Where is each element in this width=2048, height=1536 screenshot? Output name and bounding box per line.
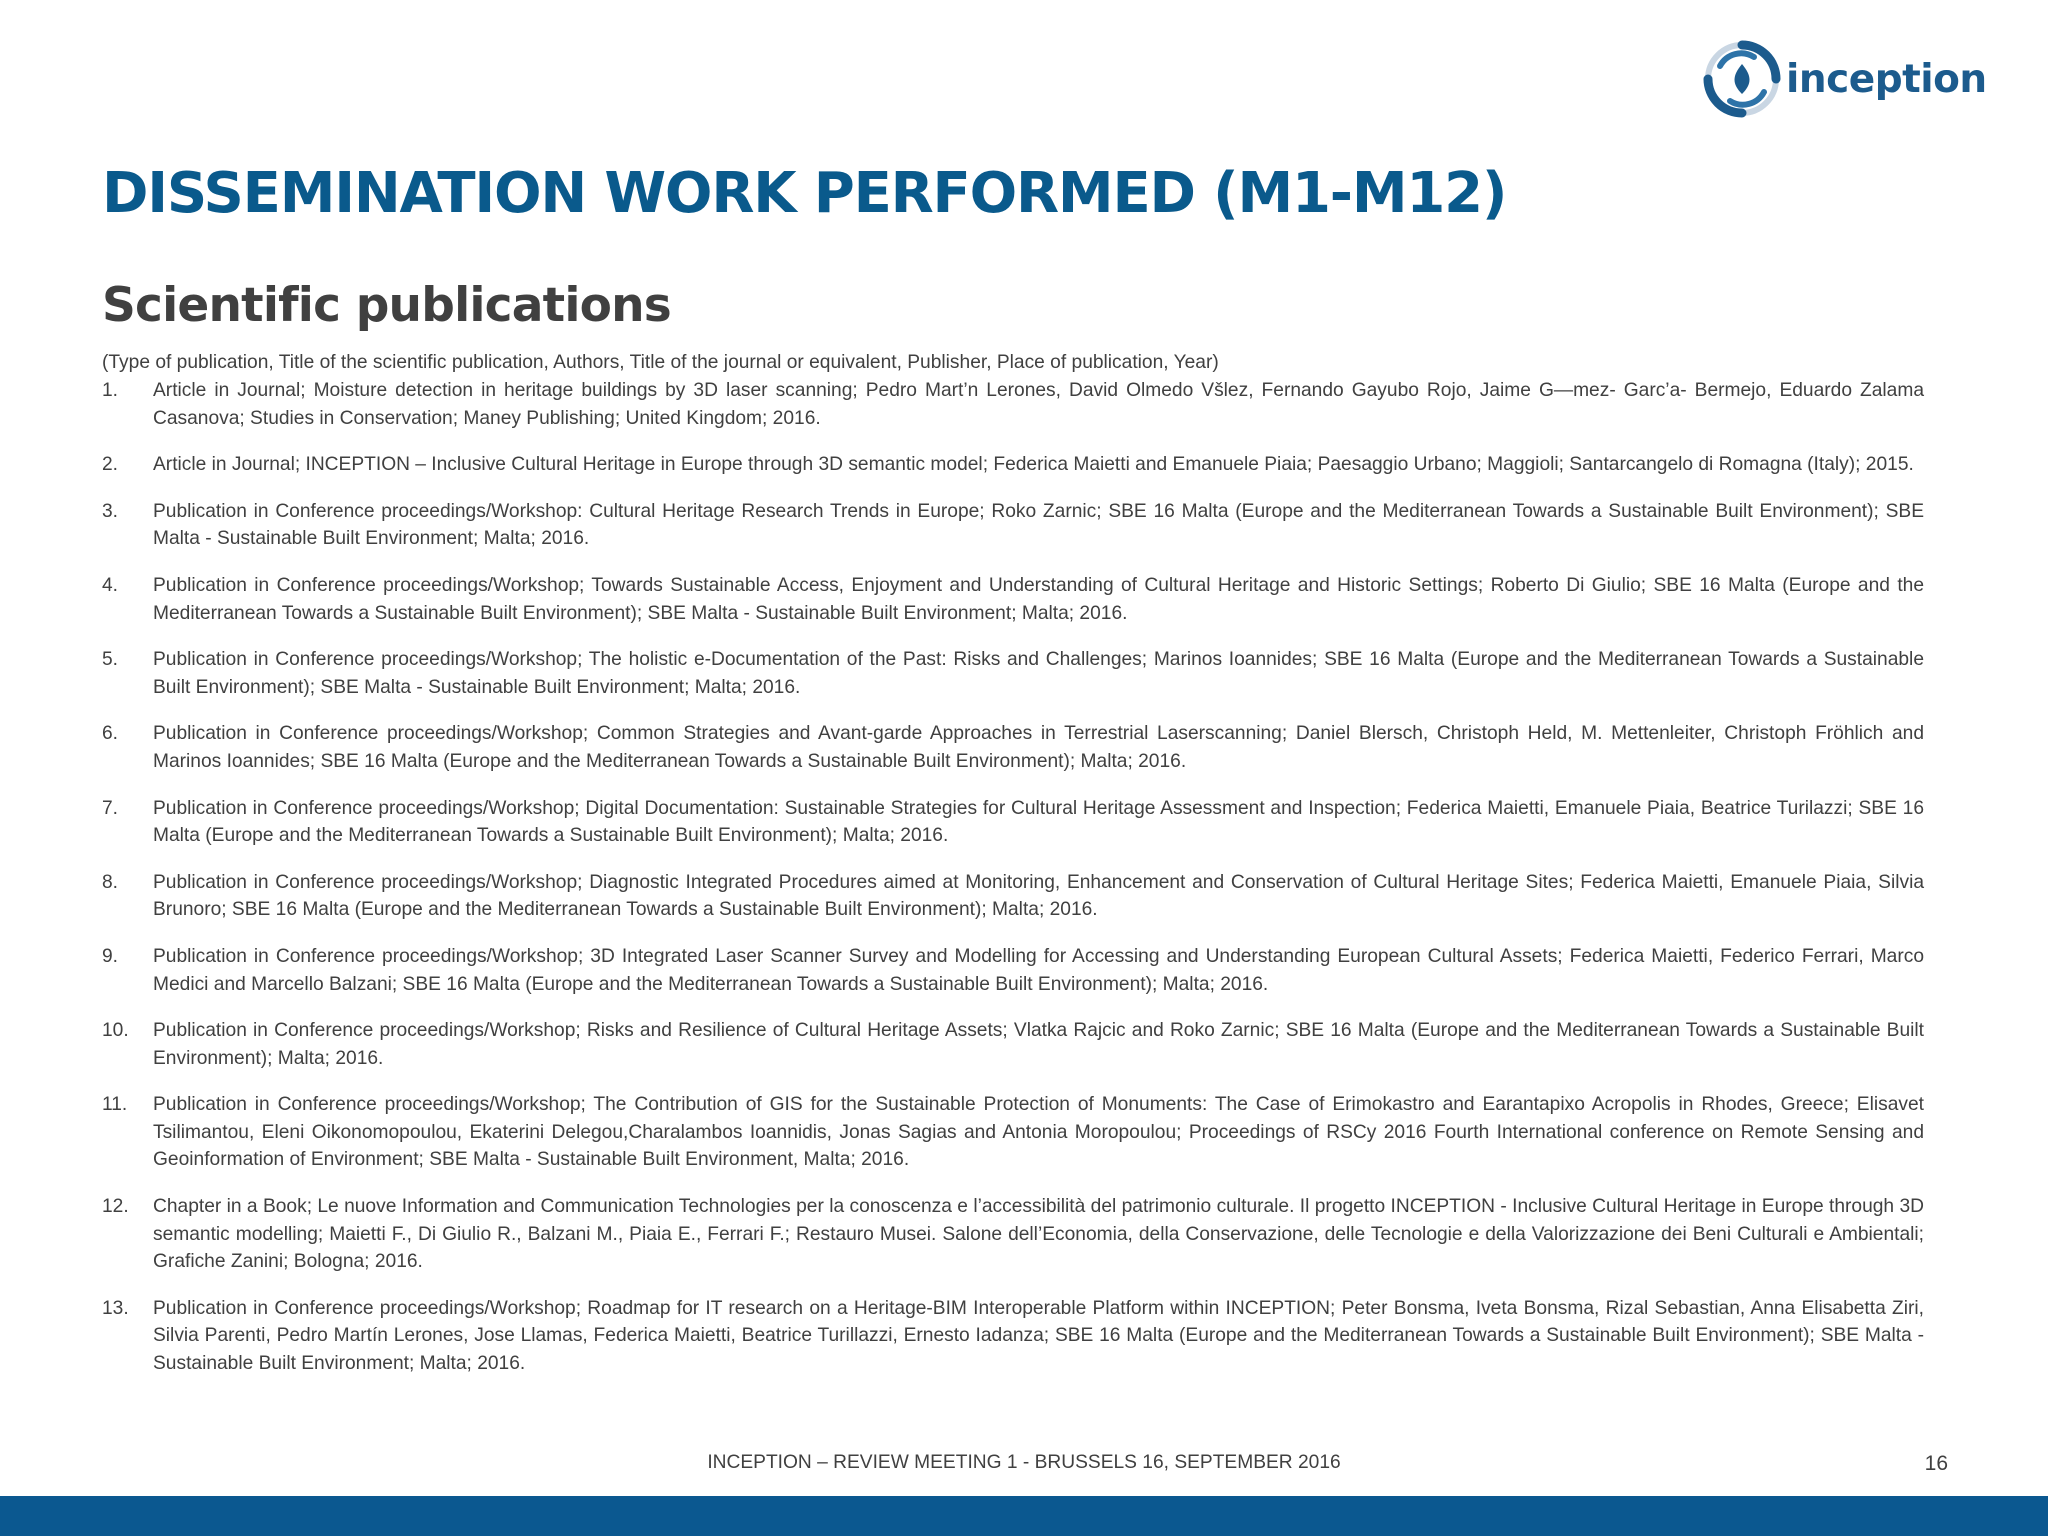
logo-text: inception	[1786, 56, 1987, 102]
list-item	[102, 498, 1924, 553]
list-item	[102, 1017, 1924, 1072]
footer-text: INCEPTION – REVIEW MEETING 1 - BRUSSELS 16, SEPTEMBER 2016	[707, 1452, 1341, 1473]
list-item-text: Chapter in a Book; Le nuove Information and Communication Technologies per la conoscenza e l’accessibilità del patrimonio culturale. Il progetto INCEPTION - Inclusive Cultural Heritage in Europe through 3D semantic modelling; Maietti F., Di Giulio R., Balzani M., Piaia E., Ferrari F.; Restauro Musei. Salone dell’Economia, della Conservazione, delle Tecnologie e della Valorizzazione dei Beni Culturali e Ambientali; Grafiche Zanini; Bologna; 2016.	[153, 1196, 1924, 1273]
publication-list	[102, 377, 1924, 1396]
list-item-text: Publication in Conference proceedings/Workshop; Risks and Resilience of Cultural Heritage Assets; Vlatka Rajcic and Roko Zarnic; SBE 16 Malta (Europe and the Mediterranean Towards a Sustainable Built Environment); Malta; 2016.	[153, 1020, 1924, 1069]
inception-swirl-logo-icon	[1700, 38, 1784, 120]
list-item-text: Publication in Conference proceedings/Workshop: Cultural Heritage Research Trends in Europe; Roko Zarnic; SBE 16 Malta (Europe and the Mediterranean Towards a Sustainable Built Environment); SBE Malta - Sustainable Built Environment; Malta; 2016.	[153, 500, 1924, 550]
page-number: 16	[1924, 1452, 1948, 1475]
list-item-text: Publication in Conference proceedings/Workshop; The holistic e-Documentation of the Past: Risks and Challenges; Marinos Ioannides; SBE 16 Malta (Europe and the Mediterranean Towards a Sustainable Built Environment); SBE Malta - Sustainable Built Environment; Malta; 2016.	[153, 649, 1924, 698]
list-item-text: Publication in Conference proceedings/Workshop; Digital Documentation: Sustainable Strategies for Cultural Heritage Assessment and Inspection; Federica Maietti, Emanuele Piaia, Beatrice Turilazzi; SBE 16 Malta (Europe and the Mediterranean Towards a Sustainable Built Environment); Malta; 2016.	[153, 797, 1924, 847]
list-item-number: 13.	[102, 1297, 129, 1319]
list-item-number: 6.	[102, 723, 119, 745]
list-item	[102, 1193, 1924, 1276]
list-item	[102, 1091, 1924, 1174]
list-item	[102, 451, 1924, 479]
list-item-text: Publication in Conference proceedings/Workshop; Roadmap for IT research on a Heritage-BIM Interoperable Platform within INCEPTION; Peter Bonsma, Iveta Bonsma, Rizal Sebastian, Anna Elisabetta Ziri, Silvia Parenti, Pedro Martín Lerones, Jose Llamas, Federica Maietti, Beatrice Turillazzi, Ernesto Iadanza; SBE 16 Malta (Europe and the Mediterranean Towards a Sustainable Built Environment); SBE Malta - Sustainable Built Environment; Malta; 2016.	[153, 1297, 1924, 1374]
list-item	[102, 646, 1924, 701]
list-item-number: 9.	[102, 946, 119, 967]
list-item	[102, 943, 1924, 998]
publication-format-note: (Type of publication, Title of the scientific publication, Authors, Title of the journal or equivalent, Publisher, Place of publication, Year)	[102, 352, 1219, 373]
list-item-text: Article in Journal; INCEPTION – Inclusive Cultural Heritage in Europe through 3D semantic model; Federica Maietti and Emanuele Piaia; Paesaggio Urbano; Maggioli; Santarcangelo di Romagna (Italy); 2015.	[153, 454, 1914, 476]
inception-logo	[1700, 38, 1987, 120]
list-item	[102, 795, 1924, 850]
list-item	[102, 572, 1924, 627]
list-item-number: 3.	[102, 500, 119, 522]
list-item-number: 7.	[102, 797, 119, 819]
list-item-number: 10.	[102, 1020, 129, 1042]
list-item-number: 12.	[102, 1196, 129, 1218]
list-item-number: 11.	[102, 1094, 128, 1116]
list-item-text: Publication in Conference proceedings/Workshop; Towards Sustainable Access, Enjoyment and Understanding of Cultural Heritage and Historic Settings; Roberto Di Giulio; SBE 16 Malta (Europe and the Mediterranean Towards a Sustainable Built Environment); SBE Malta - Sustainable Built Environment; Malta; 2016.	[153, 575, 1924, 624]
list-item-number: 5.	[102, 649, 119, 671]
list-item	[102, 1295, 1924, 1378]
list-item-number: 4.	[102, 575, 119, 597]
section-subtitle: Scientific publications	[102, 278, 671, 333]
list-item-number: 1.	[102, 380, 119, 401]
list-item	[102, 377, 1924, 432]
list-item-number: 8.	[102, 871, 119, 893]
list-item-text: Publication in Conference proceedings/Workshop; Diagnostic Integrated Procedures aimed at Monitoring, Enhancement and Conservation of Cultural Heritage Sites; Federica Maietti, Emanuele Piaia, Silvia Brunoro; SBE 16 Malta (Europe and the Mediterranean Towards a Sustainable Built Environment); Malta; 2016.	[153, 871, 1924, 921]
list-item	[102, 720, 1924, 775]
list-item-text: Publication in Conference proceedings/Workshop; The Contribution of GIS for the Sustainable Protection of Monuments: The Case of Erimokastro and Earantapixo Acropolis in Rhodes, Greece; Elisavet Tsilimantou, Eleni Oikonomopoulou, Ekaterini Delegou,Charalambos Ioannidis, Jonas Sagias and Antonia Moropoulou; Proceedings of RSCy 2016 Fourth International conference on Remote Sensing and Geoinformation of Environment; SBE Malta - Sustainable Built Environment, Malta; 2016.	[153, 1094, 1924, 1171]
list-item-number: 2.	[102, 454, 119, 476]
list-item	[102, 869, 1924, 924]
list-item-text: Publication in Conference proceedings/Workshop; 3D Integrated Laser Scanner Survey and Modelling for Accessing and Understanding European Cultural Assets; Federica Maietti, Federico Ferrari, Marco Medici and Marcello Balzani; SBE 16 Malta (Europe and the Mediterranean Towards a Sustainable Built Environment); Malta; 2016.	[153, 946, 1924, 995]
page-title: DISSEMINATION WORK PERFORMED (M1-M12)	[102, 161, 1507, 226]
list-item-text: Publication in Conference proceedings/Workshop; Common Strategies and Avant-garde Approaches in Terrestrial Laserscanning; Daniel Blersch, Christoph Held, M. Mettenleiter, Christoph Fröhlich and Marinos Ioannides; SBE 16 Malta (Europe and the Mediterranean Towards a Sustainable Built Environment); Malta; 2016.	[153, 723, 1924, 772]
list-item-text: Article in Journal; Moisture detection in heritage buildings by 3D laser scanning; Pedro Mart’n Lerones, David Olmedo Všlez, Fernando Gayubo Rojo, Jaime G—mez- Garc’a- Bermejo, Eduardo Zalama Casanova; Studies in Conservation; Maney Publishing; United Kingdom; 2016.	[153, 380, 1924, 429]
bottom-bar	[0, 1496, 2048, 1536]
